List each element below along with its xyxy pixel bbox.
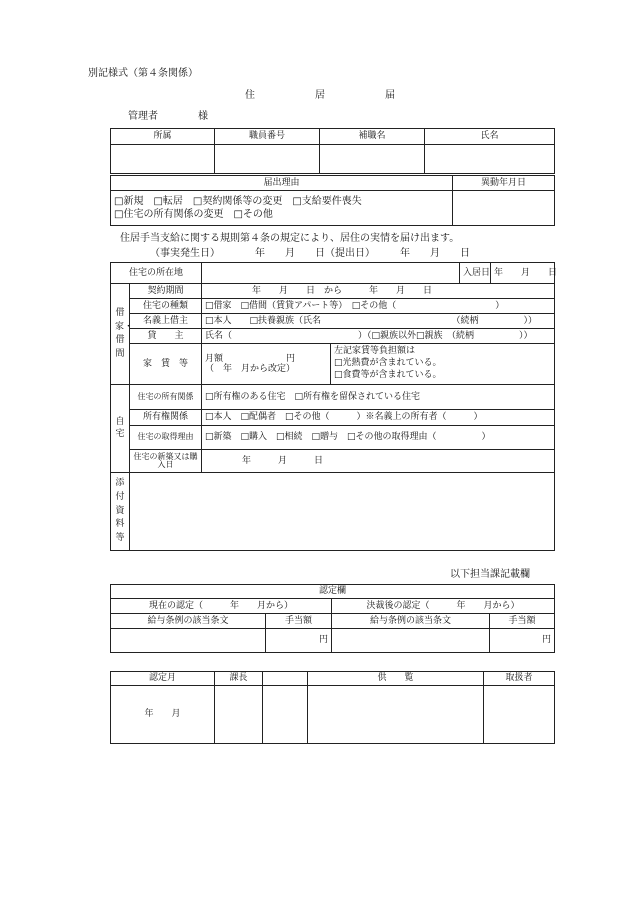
attachments-field[interactable] (130, 473, 555, 551)
approval-title: 認定欄 (111, 585, 555, 599)
after-approval: 決裁後の認定（ 年 月から） (332, 599, 555, 614)
contract-period[interactable]: 年 月 日 から 年 月 日 (202, 284, 555, 299)
after-article-field[interactable] (332, 629, 490, 653)
burden-title: 左記家賃等負担額は (334, 346, 416, 357)
position-field[interactable] (320, 145, 425, 174)
change-date-field[interactable] (453, 191, 555, 226)
current-article-label: 給与条例の該当条文 (111, 614, 266, 629)
dates-line: （事実発生日） 年 月 日（提出日） 年 月 日 (150, 248, 470, 259)
residence-table (110, 262, 558, 551)
handler-label: 取扱者 (484, 672, 555, 686)
address-field[interactable] (202, 263, 460, 284)
chief-label: 課長 (215, 672, 263, 686)
rent-amount-field[interactable]: 月額 円 (205, 353, 296, 364)
rent-label: 家 賃 等 (130, 344, 202, 385)
contract-label: 契約期間 (130, 284, 202, 299)
col-name: 氏名 (425, 129, 555, 145)
blank-seal-field[interactable] (263, 686, 308, 744)
form-reference: 別記様式（第４条関係） (88, 68, 198, 79)
affiliation-field[interactable] (111, 145, 215, 174)
type-label: 住宅の種類 (130, 299, 202, 314)
move-in-label: 入居日 (460, 263, 491, 284)
rental-group-label: 借家・借間 (115, 308, 134, 359)
attachments-label: 添付資料等 (115, 477, 125, 544)
declaration: 住居手当支給に関する規則第４条の規定により、居住の実情を届け出ます。 (120, 233, 460, 244)
built-date-field[interactable]: 年 月 日 (202, 450, 555, 473)
landlord-label: 貸 主 (130, 329, 202, 344)
review-label: 供 覧 (308, 672, 484, 686)
tenant-label: 名義上借主 (130, 314, 202, 329)
burden-utilities-checkbox[interactable]: □光熱費が含まれている。 (334, 358, 442, 369)
current-allowance-yen[interactable]: 円 (266, 629, 332, 653)
col-affiliation: 所属 (111, 129, 215, 145)
owned-group-label: 自宅 (115, 417, 125, 439)
after-allowance-yen[interactable]: 円 (490, 629, 555, 653)
signoff-table (110, 671, 555, 744)
office-note: 以下担当課記載欄 (450, 569, 530, 580)
rent-revised-field[interactable]: （ 年 月から改定） (205, 364, 296, 374)
ownership-label: 住宅の所有関係 (130, 385, 202, 410)
reason-options-line2[interactable]: □住宅の所有関係の変更 □その他 (114, 209, 273, 220)
current-article-field[interactable] (111, 629, 266, 653)
after-article-label: 給与条例の該当条文 (332, 614, 490, 629)
col-position: 補職名 (320, 129, 425, 145)
current-approval: 現在の認定（ 年 月から） (111, 599, 332, 614)
acquisition-label: 住宅の取得理由 (130, 426, 202, 450)
name-field[interactable] (425, 145, 555, 174)
chief-seal-field[interactable] (215, 686, 263, 744)
ownership-options[interactable]: □所有権のある住宅 □所有権を留保されている住宅 (202, 385, 555, 410)
reason-options-line1[interactable]: □新規 □転居 □契約関係等の変更 □支給要件喪失 (114, 196, 362, 207)
address-label: 住宅の所在地 (111, 263, 202, 284)
handler-seal-field[interactable] (484, 686, 555, 744)
current-allowance-label: 手当額 (266, 614, 332, 629)
approval-month-field[interactable]: 年 月 (111, 686, 215, 744)
review-seal-field[interactable] (308, 686, 484, 744)
staff-no-field[interactable] (215, 145, 320, 174)
col-reason: 届出理由 (111, 176, 453, 191)
col-change-date: 異動年月日 (453, 176, 555, 191)
after-allowance-label: 手当額 (490, 614, 555, 629)
recipient: 管理者 様 (128, 111, 208, 122)
acquisition-options[interactable]: □新築 □購入 □相続 □贈与 □その他の取得理由（ ） (202, 426, 555, 450)
approval-table (110, 584, 555, 653)
move-in-date[interactable]: 年 月 日 (491, 263, 555, 284)
built-date-label: 住宅の新築又は購入日 (130, 450, 202, 473)
col-staff-no: 職員番号 (215, 129, 320, 145)
owner-label: 所有権関係 (130, 410, 202, 426)
month-label: 認定月 (111, 672, 215, 686)
staff-info-table (110, 128, 555, 174)
owner-options[interactable]: □本人 □配偶者 □その他（ ）※名義上の所有者（ ） (202, 410, 555, 426)
burden-meals-checkbox[interactable]: □食費等が含まれている。 (334, 369, 442, 380)
landlord-name-field[interactable]: 氏名（ ）（□親族以外□親族 （続柄 ）） (202, 329, 555, 344)
form-title: 住 居 届 (245, 90, 395, 101)
tenant-options[interactable]: □本人 □扶養親族（氏名 （続柄 ）） (202, 314, 555, 329)
reason-table (110, 175, 555, 226)
housing-type-options[interactable]: □借家 □借間（賃貸アパート等） □その他（ ） (202, 299, 555, 314)
